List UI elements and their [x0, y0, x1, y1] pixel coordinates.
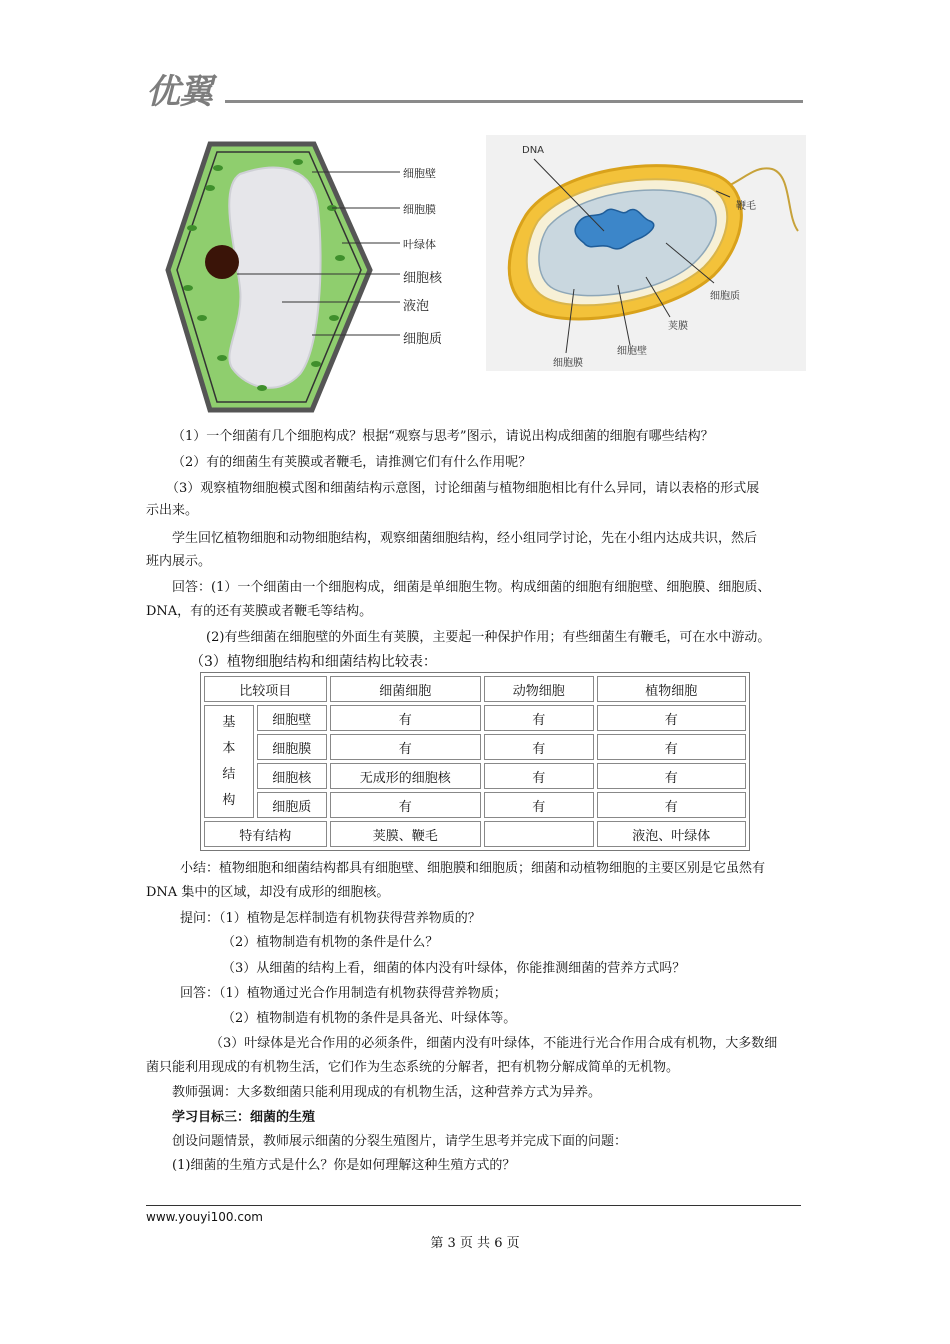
cell-plant: 液泡、叶绿体 [597, 821, 746, 847]
footer-rule [146, 1205, 801, 1206]
label-bacteria-membrane: 细胞膜 [553, 358, 583, 369]
question-3-line2: 示出来。 [146, 503, 199, 518]
bacterium-diagram [486, 135, 806, 371]
cell-bacteria: 荚膜、鞭毛 [330, 821, 481, 847]
table-header-row [204, 676, 746, 702]
ask-1: 提问：（1）植物是怎样制造有机物获得营养物质的？ [180, 911, 481, 926]
group-char: 基 [222, 714, 236, 730]
group-char: 结 [222, 766, 236, 782]
teacher-emphasis: 教师强调：大多数细菌只能利用现成的有机物生活，这种营养方式为异养。 [172, 1085, 602, 1100]
table-title: （3）植物细胞结构和细菌结构比较表： [190, 654, 437, 670]
header-rule [225, 100, 803, 103]
label-bacteria-wall: 细胞壁 [617, 346, 647, 357]
cell-plant: 有 [597, 734, 746, 760]
row-item: 细胞壁 [257, 705, 327, 731]
reply-2: （2）植物制造有机物的条件是具备光、叶绿体等。 [222, 1011, 517, 1026]
cell-animal: 有 [484, 734, 594, 760]
group-char: 本 [222, 740, 236, 756]
label-cytoplasm: 细胞质 [403, 332, 443, 347]
table-row [204, 705, 746, 731]
header-plant: 植物细胞 [597, 676, 746, 702]
row-item: 细胞质 [257, 792, 327, 818]
table-row [204, 792, 746, 818]
label-cell-wall: 细胞壁 [403, 167, 436, 180]
logo: 优翼 [146, 72, 212, 112]
student-activity-line2: 班内展示。 [146, 554, 212, 569]
reply-1: 回答：（1）植物通过光合作用制造有机物获得营养物质； [180, 986, 507, 1001]
learning-goal-3: 学习目标三：细菌的生殖 [172, 1110, 316, 1125]
cell-animal [484, 821, 594, 847]
label-cell-membrane: 细胞膜 [403, 203, 436, 216]
cell-bacteria: 有 [330, 792, 481, 818]
table-row [204, 763, 746, 789]
label-dna: DNA [522, 145, 545, 156]
cell-animal: 有 [484, 792, 594, 818]
question-3-line1: （3）观察植物细胞模式图和细菌结构示意图，讨论细菌与植物细胞相比有什么异同，请以表格的形式展 [166, 481, 760, 496]
header-item: 比较项目 [204, 676, 327, 702]
row-item: 细胞膜 [257, 734, 327, 760]
ask-2: （2）植物制造有机物的条件是什么？ [222, 935, 439, 950]
scenario-text: 创设问题情景，教师展示细菌的分裂生殖图片，请学生思考并完成下面的问题： [172, 1134, 628, 1149]
label-bacteria-cytoplasm: 细胞质 [710, 291, 740, 302]
reply-3-line1: （3）叶绿体是光合作用的必须条件，细菌内没有叶绿体，不能进行光合作用合成有机物，大多数细 [210, 1036, 778, 1051]
cell-bacteria: 有 [330, 705, 481, 731]
cell-animal: 有 [484, 763, 594, 789]
summary-line2: DNA 集中的区域，却没有成形的细胞核。 [146, 885, 390, 900]
page-number: 第 3 页 共 6 页 [430, 1236, 520, 1251]
cell-animal: 有 [484, 705, 594, 731]
cell-plant: 有 [597, 763, 746, 789]
answer-1-line1: 回答：(1）一个细菌由一个细胞构成，细菌是单细胞生物。构成细菌的细胞有细胞壁、细胞膜、细胞质、 [172, 580, 771, 595]
reply-3-line2: 菌只能利用现成的有机物生活，它们作为生态系统的分解者，把有机物分解成简单的无机物。 [146, 1060, 680, 1075]
label-chloroplast: 叶绿体 [403, 238, 436, 251]
question-2: （2）有的细菌生有荚膜或者鞭毛，请推测它们有什么作用呢？ [172, 455, 532, 470]
reproduction-question-1: (1)细菌的生殖方式是什么？你是如何理解这种生殖方式的？ [172, 1158, 516, 1173]
cell-bacteria: 有 [330, 734, 481, 760]
cell-bacteria: 无成形的细胞核 [330, 763, 481, 789]
summary-line1: 小结：植物细胞和细菌结构都具有细胞壁、细胞膜和细胞质；细菌和动植物细胞的主要区别是它虽然有 [180, 861, 766, 876]
cell-plant: 有 [597, 705, 746, 731]
label-vacuole: 液泡 [403, 299, 430, 314]
footer-url: www.youyi100.com [146, 1210, 263, 1224]
answer-1-line2: DNA，有的还有荚膜或者鞭毛等结构。 [146, 604, 373, 619]
header-animal: 动物细胞 [484, 676, 594, 702]
label-flagellum: 鞭毛 [736, 201, 756, 212]
student-activity-line1: 学生回忆植物细胞和动物细胞结构，观察细菌细胞结构，经小组同学讨论，先在小组内达成共识，然后 [172, 531, 758, 546]
table-row-special [204, 821, 746, 847]
row-item: 特有结构 [204, 821, 327, 847]
label-capsule: 荚膜 [668, 321, 688, 332]
basic-structure-label [204, 705, 254, 818]
label-nucleus: 细胞核 [403, 271, 443, 286]
header-bacteria: 细菌细胞 [330, 676, 481, 702]
table-row [204, 734, 746, 760]
ask-3: （3）从细菌的结构上看，细菌的体内没有叶绿体，你能推测细菌的营养方式吗？ [222, 961, 686, 976]
row-item: 细胞核 [257, 763, 327, 789]
group-char: 构 [222, 792, 236, 808]
comparison-table [200, 672, 750, 851]
answer-2: (2)有些细菌在细胞壁的外面生有荚膜，主要起一种保护作用；有些细菌生有鞭毛，可在水中游动。 [206, 630, 771, 645]
cell-plant: 有 [597, 792, 746, 818]
question-1: （1）一个细菌有几个细胞构成？根据“观察与思考”图示，请说出构成细菌的细胞有哪些结构？ [172, 429, 714, 444]
